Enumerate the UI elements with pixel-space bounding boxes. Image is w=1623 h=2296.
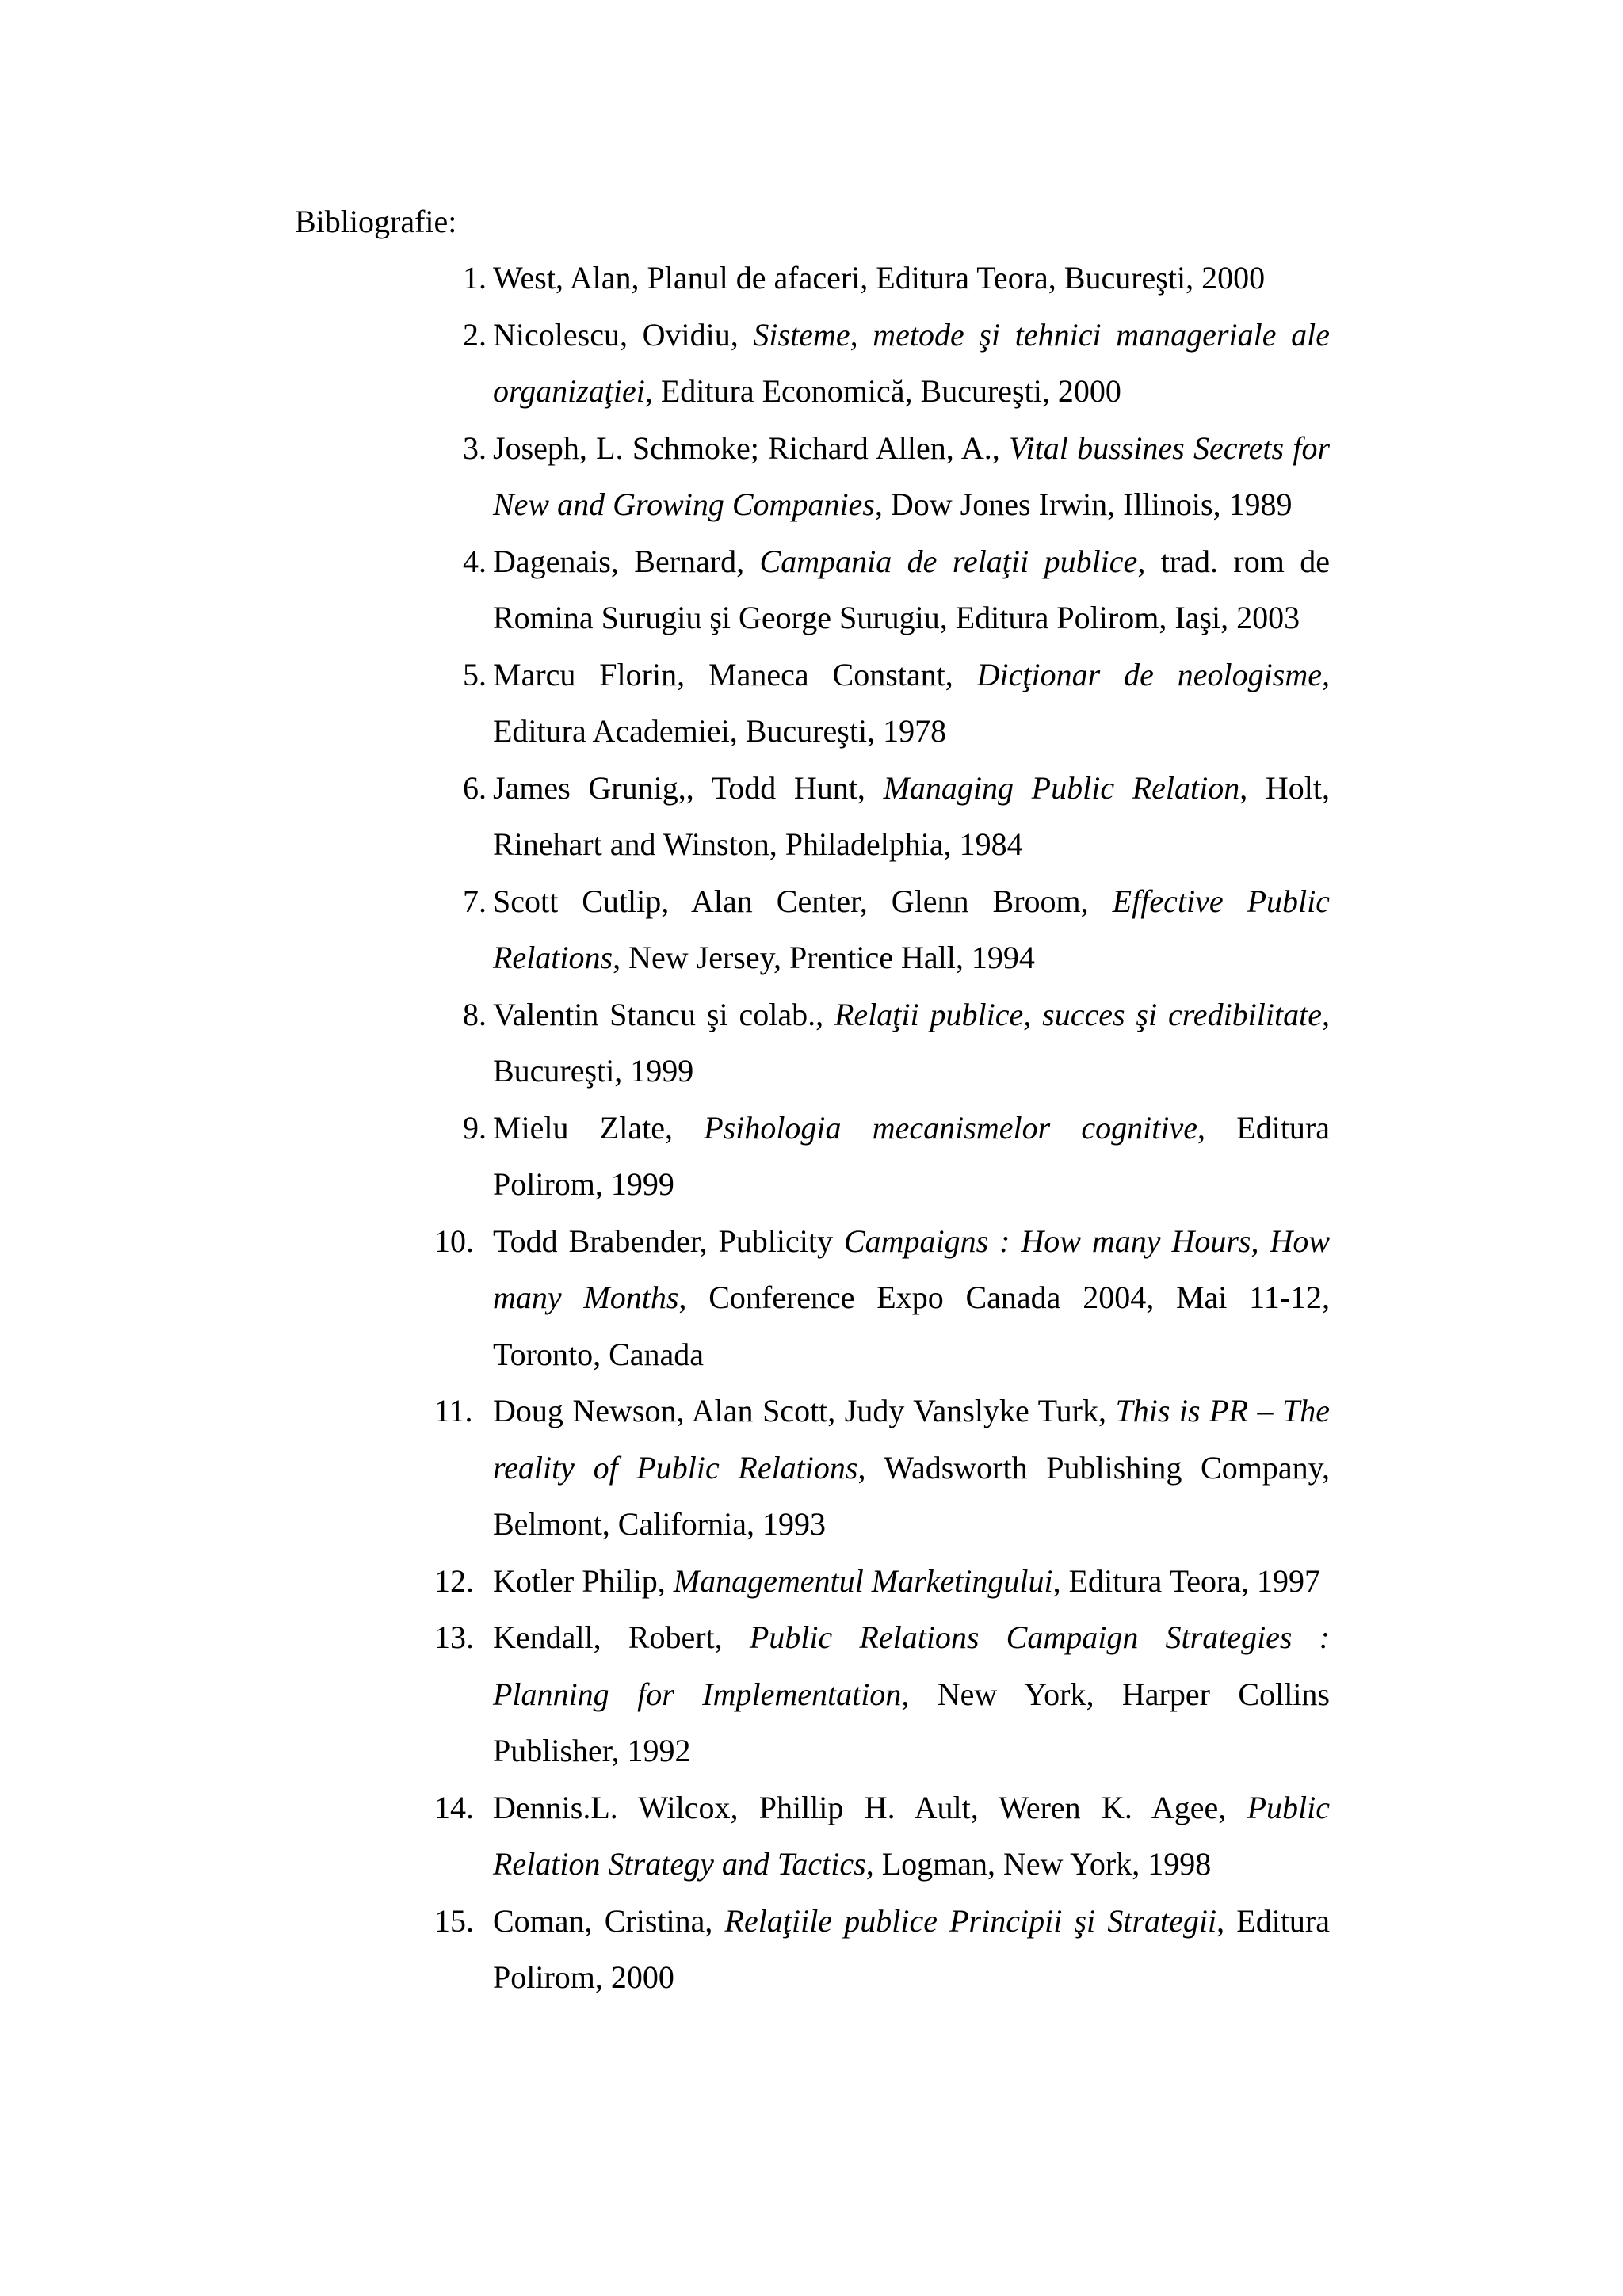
entry-text [493,1100,1330,1213]
entry-detail: , Dow Jones Irwin, Illinois, 1989 [874,486,1293,522]
bibliography-entry [434,420,1330,533]
entry-text [493,1213,1330,1383]
entry-title: Campania de relaţii publice [759,543,1138,579]
entry-detail: , Editura Teora, 1997 [1052,1562,1321,1599]
bibliography-entry [434,533,1330,646]
entry-detail: Dagenais, Bernard, [493,543,760,579]
entry-detail: , Holt, Rinehart and Winston, Philadelphia, 1984 [493,769,1331,862]
entry-number: 1. [463,260,487,296]
entry-detail: Joseph, L. Schmoke; Richard Allen, A., [493,429,1010,466]
entry-detail: Dennis.L. Wilcox, Phillip H. Ault, Weren K. Agee, [493,1789,1247,1825]
bibliography-heading: Bibliografie: [295,204,457,239]
entry-text [493,533,1330,646]
entry-title: Relaţii publice, succes şi credibilitate [834,996,1322,1032]
entry-detail: West, Alan, Planul de afaceri, Editura Teora, Bucureşti, 2000 [493,260,1266,296]
bibliography-entry [434,873,1330,986]
entry-title: Sisteme, metode şi tehnici manageriale ale organizaţiei [493,316,1330,409]
entry-title: Psihologia mecanismelor cognitive [704,1109,1198,1146]
entry-text [493,760,1330,873]
entry-number: 10. [434,1222,474,1259]
entry-detail: James Grunig,, Todd Hunt, [493,769,884,806]
entry-detail: , Logman, New York, 1998 [865,1846,1212,1882]
entry-number: 13. [434,1619,474,1655]
entry-detail: Coman, Cristina, [493,1902,725,1939]
bibliography-entry [434,1383,1330,1553]
entry-title: Public Relation Strategy and Tactics [493,1789,1330,1882]
entry-title: Managing Public Relation [883,769,1240,806]
entry-number: 9. [463,1109,487,1146]
entry-text [493,1609,1330,1779]
entry-number: 3. [463,429,487,466]
bibliography-entry [434,250,1330,307]
entry-text [493,1779,1330,1893]
entry-title: Effective Public Relations [493,883,1330,975]
entry-detail: , Conference Expo Canada 2004, Mai 11-12, Toronto, Canada [493,1280,1331,1372]
entry-number: 11. [434,1393,473,1428]
entry-detail: Doug Newson, Alan Scott, Judy Vanslyke Turk, [493,1393,1116,1428]
bibliography-list [434,250,1330,2006]
bibliography-entry [434,1100,1330,1213]
entry-title: Relaţiile publice Principii şi Strategii [724,1902,1217,1939]
entry-detail: , Bucureşti, 1999 [493,996,1330,1089]
entry-number: 4. [463,543,487,579]
entry-detail: , Editura Economică, Bucureşti, 2000 [644,373,1121,409]
entry-title: Campaigns : How many Hours, How many Months [493,1222,1331,1315]
entry-title: Managementul Marketingului [673,1562,1053,1599]
entry-text [493,1893,1330,2006]
bibliography-entry [434,1553,1330,1610]
entry-detail: Kendall, Robert, [493,1619,750,1655]
entry-title: Dicţionar de neologisme, [976,656,1330,692]
entry-number: 15. [434,1902,474,1939]
entry-detail: Nicolescu, Ovidiu, [493,316,754,353]
entry-number: 14. [434,1789,474,1825]
entry-detail: , Editura Polirom, 2000 [493,1902,1331,1995]
entry-text [493,420,1330,533]
entry-detail: Mielu Zlate, [493,1109,705,1146]
entry-text [493,986,1330,1100]
entry-detail: Valentin Stancu şi colab., [493,996,834,1032]
entry-text [493,1383,1330,1553]
entry-number: 6. [463,769,487,806]
entry-detail: Scott Cutlip, Alan Center, Glenn Broom, [493,883,1113,919]
entry-number: 7. [463,883,487,919]
entry-number: 5. [463,656,487,692]
bibliography-entry [434,1609,1330,1779]
entry-detail: Marcu Florin, Maneca Constant, [493,656,977,692]
bibliography-entry [434,1779,1330,1893]
entry-detail: Todd Brabender, Publicity [493,1222,844,1259]
bibliography-entry [434,307,1330,420]
entry-text [493,873,1330,986]
entry-detail: Kotler Philip, [493,1562,674,1599]
entry-detail: , Wadsworth Publishing Company, Belmont, California, 1993 [493,1449,1330,1542]
bibliography-entry [434,1213,1330,1383]
entry-number: 2. [463,316,487,353]
bibliography-entry [434,986,1330,1100]
bibliography-entry [434,760,1330,873]
bibliography-entry [434,646,1330,760]
entry-text [493,307,1330,420]
entry-detail: , New York, Harper Collins Publisher, 1992 [493,1676,1330,1768]
entry-detail: Editura Academiei, Bucureşti, 1978 [493,713,947,749]
entry-text [493,646,1330,760]
entry-detail: , trad. rom de Romina Surugiu şi George Surugiu, Editura Polirom, Iaşi, 2003 [493,543,1330,635]
entry-number: 8. [463,996,487,1032]
entry-text [493,250,1330,307]
bibliography-entry [434,1893,1330,2006]
entry-title: Vital bussines Secrets for New and Growing Companies [493,429,1331,522]
entry-detail: , Editura Polirom, 1999 [493,1109,1331,1202]
entry-number: 12. [434,1562,474,1599]
entry-title: This is PR – The reality of Public Relations [493,1393,1330,1486]
entry-title: Public Relations Campaign Strategies : Planning for Implementation [493,1619,1330,1712]
entry-detail: , New Jersey, Prentice Hall, 1994 [613,940,1035,975]
entry-text [493,1553,1330,1610]
